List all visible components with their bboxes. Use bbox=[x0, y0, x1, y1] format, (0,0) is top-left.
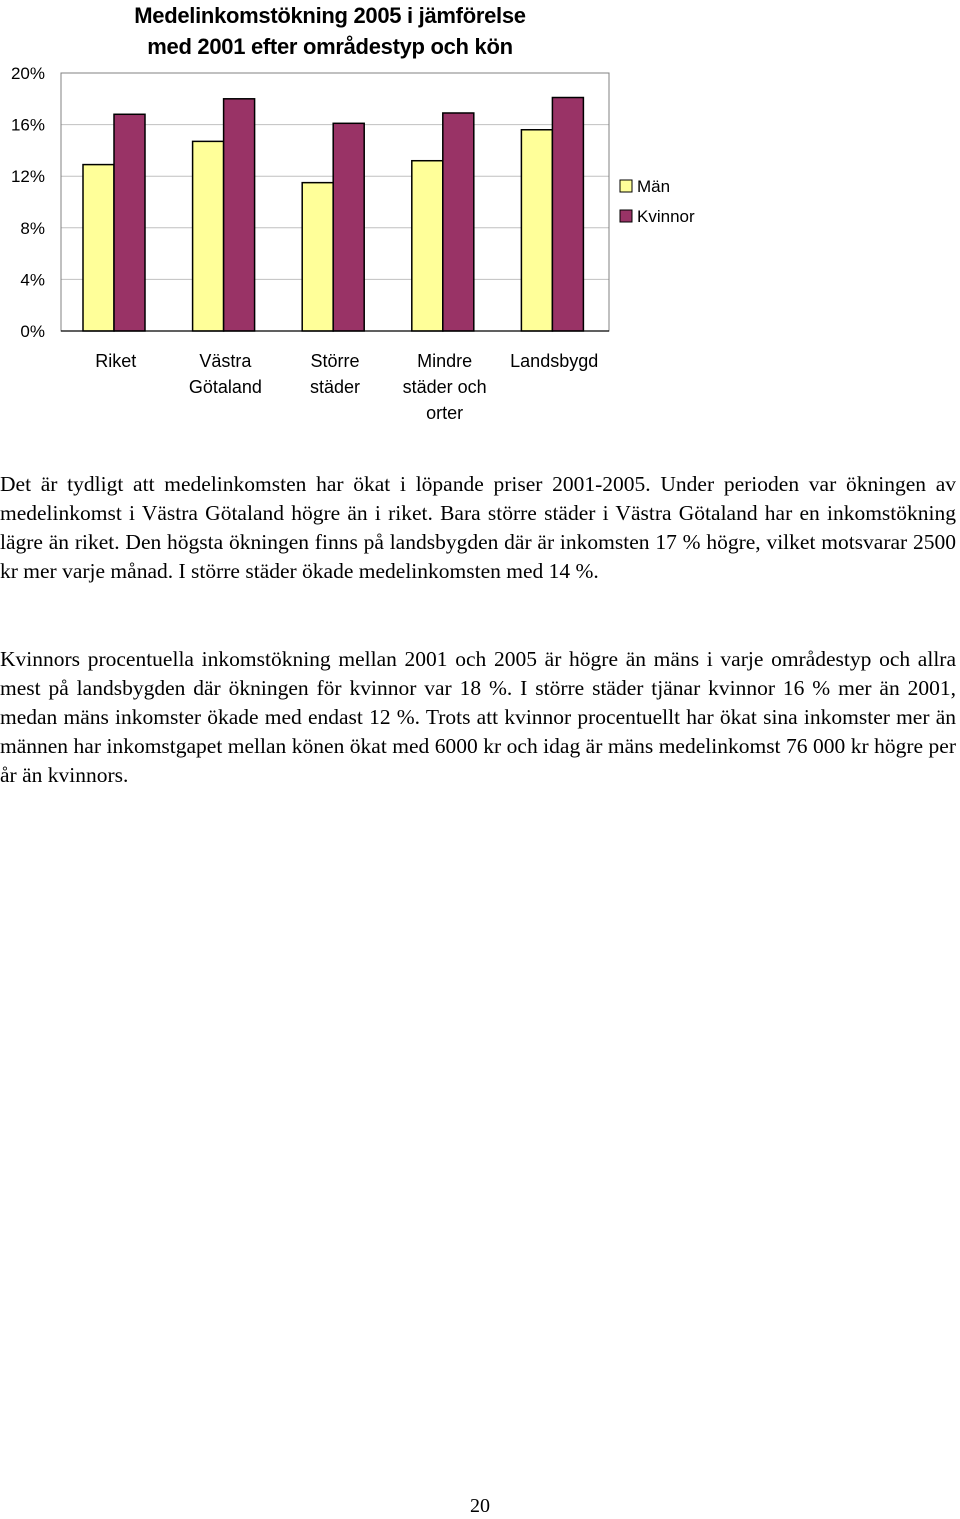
bar-man bbox=[83, 165, 114, 331]
page-number: 20 bbox=[470, 1495, 490, 1517]
bar-kvinnor bbox=[333, 123, 364, 331]
y-tick-label: 0% bbox=[20, 322, 45, 341]
legend-label: Kvinnor bbox=[637, 207, 695, 226]
bar-man bbox=[302, 183, 333, 331]
legend-swatch bbox=[620, 180, 632, 192]
x-tick-label: Götaland bbox=[188, 377, 262, 397]
paragraph-2: Kvinnors procentuella inkomstökning mellan 2001 och 2005 är högre än mäns i varje områdestyp och allra mest på landsbygden där ökningen för kvinnor var 18 %. I större städer tjänar kvinnor 16 % mer än 2001, medan mäns inkomster ökade med endast 12 %. Trots att kvinnor procentuellt har ökat sina inkomster mer än männen har inkomstgapet mellan könen ökat med 6000 kr och idag är mäns medelinkomst 76 000 kr högre per år än kvinnors. bbox=[0, 647, 956, 787]
bar-man bbox=[521, 130, 552, 331]
x-tick-label: Riket bbox=[95, 351, 137, 371]
x-tick-label: Mindre bbox=[417, 351, 473, 371]
x-tick-label: städer bbox=[309, 377, 361, 397]
bar-kvinnor bbox=[552, 98, 583, 331]
x-tick-label: Större bbox=[310, 351, 360, 371]
x-tick-label: orter bbox=[426, 403, 464, 423]
bar-kvinnor bbox=[114, 114, 145, 331]
bar-chart bbox=[0, 0, 960, 440]
legend-label: Män bbox=[637, 177, 671, 196]
y-tick-label: 4% bbox=[20, 270, 45, 290]
bar-man bbox=[193, 141, 224, 331]
chart-title-line-2: med 2001 efter områdestyp och kön bbox=[147, 34, 513, 59]
bar-kvinnor bbox=[224, 99, 255, 331]
y-tick-label: 20% bbox=[10, 64, 45, 83]
x-tick-label: Landsbygd bbox=[510, 351, 599, 371]
y-tick-label: 12% bbox=[10, 167, 45, 187]
x-tick-label: städer och bbox=[402, 377, 487, 397]
y-tick-label: 16% bbox=[10, 115, 45, 135]
x-tick-label: Västra bbox=[199, 351, 252, 371]
bar-kvinnor bbox=[443, 113, 474, 331]
paragraph-1: Det är tydligt att medelinkomsten har ökat i löpande priser 2001-2005. Under perioden var ökningen av medelinkomst i Västra Götaland högre än i riket. Bara större städer i Västra Götaland har en inkomstökning lägre än riket. Den högsta ökningen finns på landsbygden där är inkomsten 17 % högre, vilket motsvarar 2500 kr mer varje månad. I större städer ökade medelinkomsten med 14 %. bbox=[0, 472, 956, 583]
legend-swatch bbox=[620, 210, 632, 222]
chart-title-line-1: Medelinkomstökning 2005 i jämförelse bbox=[134, 3, 526, 28]
y-tick-label: 8% bbox=[20, 218, 45, 238]
bar-man bbox=[412, 161, 443, 331]
